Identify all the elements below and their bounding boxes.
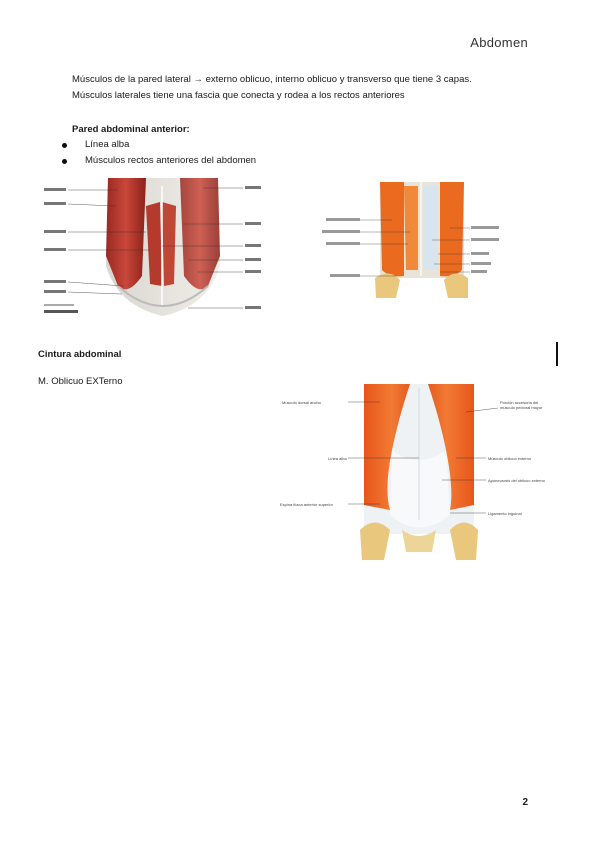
label-oblicuo-externo: Músculo oblicuo externo [488, 456, 532, 461]
label-ligamento-inguinal: Ligamento inguinal [488, 511, 522, 516]
bullet-icon [62, 143, 67, 148]
anterior-wall-list [62, 137, 256, 169]
anterior-wall-heading: Pared abdominal anterior: [72, 124, 190, 135]
rectus-abdominis-illustration [38, 176, 264, 322]
page-number: 2 [522, 797, 528, 808]
label-pectoral-text-line2: músculo pectoral mayor [500, 405, 543, 410]
cintura-heading: Cintura abdominal [38, 349, 122, 360]
page-header-title: Abdomen [470, 35, 528, 50]
label-pectoral-text: Porción accesoria del [500, 400, 539, 405]
label-espina-iliaca: Espina ilíaca anterior superior [280, 502, 333, 507]
label-pectoral [500, 400, 543, 410]
list-item-label: Músculos rectos anteriores del abdomen [85, 155, 257, 166]
label-aponeurosis: Aponeurosis del oblicuo externo [488, 478, 545, 483]
text-cursor [556, 342, 558, 366]
list-item [62, 137, 256, 153]
intro-line-2: Músculos laterales tiene una fascia que conecta y rodea a los rectos anteriores [72, 90, 405, 101]
bullet-icon [62, 159, 67, 164]
label-dorsal-ancho: Músculo dorsal ancho [282, 400, 321, 405]
label-linea-alba: Línea alba [328, 456, 347, 461]
list-item-label: Línea alba [85, 139, 130, 150]
intro-line-1: Músculos de la pared lateral → externo oblicuo, interno oblicuo y transverso que tiene 3 capas. [72, 74, 472, 85]
external-oblique-illustration [280, 380, 562, 562]
abdominal-wall-diagram [320, 180, 500, 300]
cintura-subheading: M. Oblicuo EXTerno [38, 376, 123, 387]
intro-text [72, 72, 472, 104]
list-item [62, 153, 256, 169]
